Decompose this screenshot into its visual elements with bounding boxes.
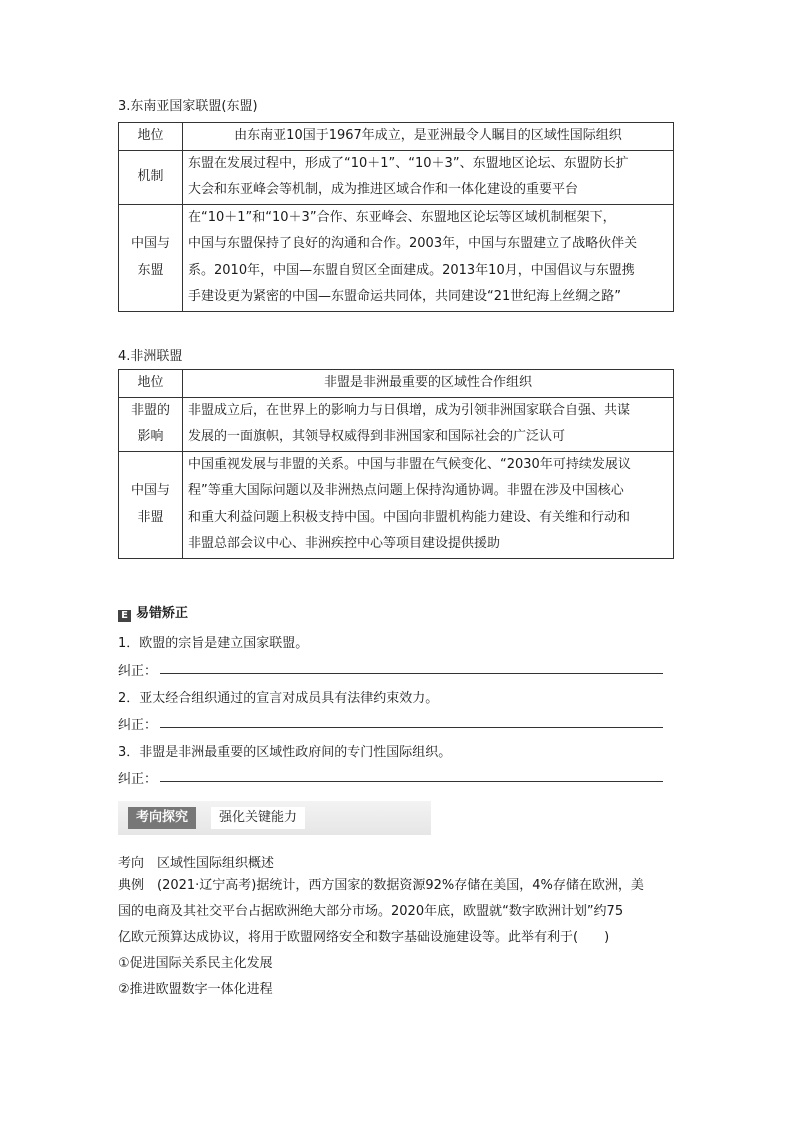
table-row xyxy=(119,204,674,311)
error-correction-title: 易错矫正 xyxy=(136,606,189,621)
row-content xyxy=(183,451,674,558)
correction-label-2: 纠正： xyxy=(118,718,158,733)
content-line: 系。2010年，中国—东盟自贸区全面建成。2013年10月，中国倡议与东盟携 xyxy=(188,262,635,278)
content-line: 在“10＋1”和“10＋3”合作、东亚峰会、东盟地区论坛等区域机制框架下， xyxy=(188,209,616,225)
correction-line-2[interactable] xyxy=(160,727,663,728)
label-line: 影响 xyxy=(137,429,164,444)
error-statement-1: 1．欧盟的宗旨是建立国家联盟。 xyxy=(118,636,309,651)
row-label xyxy=(119,204,183,311)
row-label: 机制 xyxy=(119,150,183,204)
table-row xyxy=(119,123,674,151)
option-item: ①促进国际关系民主化发展 xyxy=(118,956,273,971)
correction-label-3: 纠正： xyxy=(118,772,158,787)
option-item: ②推进欧盟数字一体化进程 xyxy=(118,982,273,997)
content-line: 大会和东亚峰会等机制，成为推进区域合作和一体化建设的重要平台 xyxy=(188,182,579,197)
row-content xyxy=(183,150,674,204)
content-line: 手建设更为紧密的中国—东盟命运共同体，共同建设“21世纪海上丝绸之路” xyxy=(188,289,622,304)
table-row xyxy=(119,150,674,204)
label-line: 非盟 xyxy=(137,509,164,525)
asean-table xyxy=(118,122,674,312)
correction-line-1[interactable] xyxy=(160,673,663,674)
section-subtitle: 强化关键能力 xyxy=(211,807,305,829)
row-label xyxy=(119,451,183,558)
error-correction-icon: E xyxy=(118,610,131,622)
topic-heading: 考向 区域性国际组织概述 xyxy=(118,856,275,871)
error-statement-2: 2．亚太经合组织通过的宣言对成员具有法律约束效力。 xyxy=(118,691,439,706)
example-line: 典例 (2021·辽宁高考)据统计，西方国家的数据资源92%存储在美国，4%存储在欧洲，美 xyxy=(118,878,644,893)
section-tag: 考向探究 xyxy=(128,807,196,829)
error-statement-3: 3．非盟是非洲最重要的区域性政府间的专门性国际组织。 xyxy=(118,745,452,760)
table-row xyxy=(119,370,674,398)
correction-label-1: 纠正： xyxy=(118,664,158,679)
table-row xyxy=(119,451,674,558)
label-line: 东盟 xyxy=(137,262,164,278)
asean-section-title: 3.东南亚国家联盟(东盟) xyxy=(118,99,258,114)
row-content xyxy=(183,204,674,311)
content-line: 中国与东盟保持了良好的沟通和合作。2003年，中国与东盟建立了战略伙伴关 xyxy=(188,236,638,251)
row-label xyxy=(119,397,183,451)
content-line: 非盟成立后，在世界上的影响力与日俱增，成为引领非洲国家联合自强、共谋 xyxy=(188,402,631,418)
content-line: 和重大利益问题上积极支持中国。中国向非盟机构能力建设、有关维和行动和 xyxy=(188,509,631,525)
content-line: 发展的一面旗帜，其领导权威得到非洲国家和国际社会的广泛认可 xyxy=(188,429,566,444)
row-label: 地位 xyxy=(119,123,183,151)
error-correction-heading xyxy=(118,602,188,622)
example-line: 国的电商及其社交平台占据欧洲绝大部分市场。2020年底，欧盟就“数字欧洲计划”约75 xyxy=(118,904,624,919)
example-question xyxy=(118,873,678,1003)
au-section-title: 4.非洲联盟 xyxy=(118,349,183,364)
section-banner xyxy=(118,801,431,835)
content-line: 东盟在发展过程中，形成了“10＋1”、“10＋3”、东盟地区论坛、东盟防长扩 xyxy=(188,155,629,171)
row-label: 地位 xyxy=(119,370,183,398)
label-line: 中国与 xyxy=(130,236,170,251)
row-content: 非盟是非洲最重要的区域性合作组织 xyxy=(183,370,674,398)
au-table xyxy=(118,369,674,559)
content-line: 程”等重大国际问题以及非洲热点问题上保持沟通协调。非盟在涉及中国核心 xyxy=(188,483,624,498)
row-content: 由东南亚10国于1967年成立，是亚洲最令人瞩目的区域性国际组织 xyxy=(183,123,674,151)
table-row xyxy=(119,397,674,451)
correction-line-3[interactable] xyxy=(160,781,663,782)
row-content xyxy=(183,397,674,451)
content-line: 非盟总部会议中心、非洲疾控中心等项目建设提供援助 xyxy=(188,536,501,551)
content-line: 中国重视发展与非盟的关系。中国与非盟在气候变化、“2030年可持续发展议 xyxy=(188,456,631,472)
label-line: 中国与 xyxy=(130,483,170,498)
label-line: 非盟的 xyxy=(130,402,170,418)
example-line: 亿欧元预算达成协议，将用于欧盟网络安全和数字基础设施建设等。此举有利于( ) xyxy=(118,930,610,945)
